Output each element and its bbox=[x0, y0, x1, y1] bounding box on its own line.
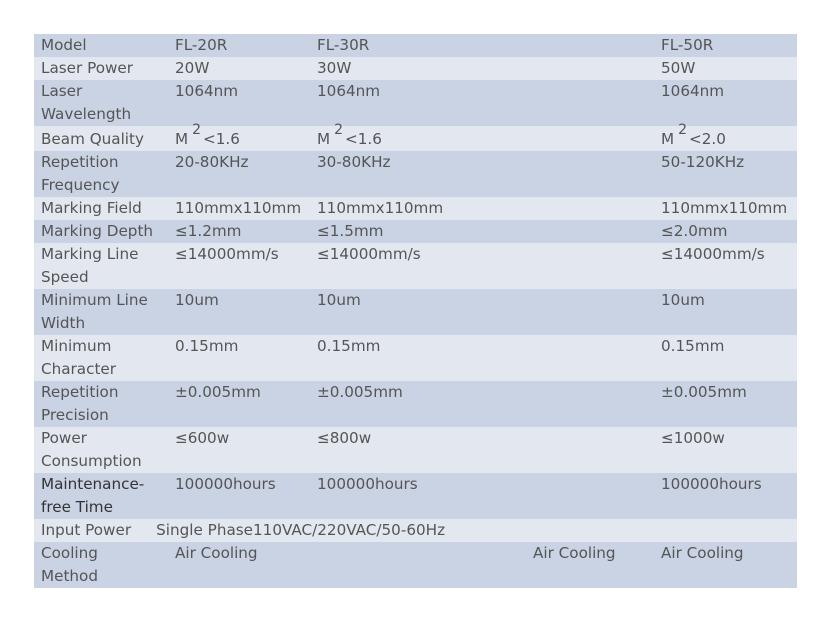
cell-extra bbox=[526, 427, 654, 473]
row-label-line1: Minimum Line bbox=[41, 291, 148, 309]
table-row-cooling-method bbox=[34, 542, 797, 588]
m-symbol: M bbox=[175, 130, 189, 148]
m-symbol: M bbox=[317, 130, 331, 148]
cell-fl20r: ≤1.2mm bbox=[175, 222, 242, 240]
row-label-line2: Width bbox=[41, 314, 86, 332]
cell-fl30r: 30W bbox=[317, 59, 352, 77]
cell-fl30r: 30-80KHz bbox=[317, 153, 391, 171]
cell-fl20r: 0.15mm bbox=[175, 337, 239, 355]
table-row-model bbox=[34, 34, 797, 57]
superscript-2: 2 bbox=[192, 122, 202, 138]
cell-extra: Air Cooling bbox=[533, 544, 616, 562]
row-label-line2: Speed bbox=[41, 268, 89, 286]
cell-fl50r: ≤1000w bbox=[661, 429, 725, 447]
cell-fl50r: 50-120KHz bbox=[661, 153, 745, 171]
row-label bbox=[34, 381, 168, 427]
cell-fl50r bbox=[654, 122, 797, 151]
cell-fl30r: 10um bbox=[317, 291, 361, 309]
row-label-line2: Character bbox=[41, 360, 116, 378]
cell-fl20r: FL-20R bbox=[175, 36, 228, 54]
cell-extra bbox=[526, 381, 654, 427]
cell-fl50r: 110mmx110mm bbox=[661, 199, 788, 217]
cell-fl30r: 100000hours bbox=[317, 475, 418, 493]
row-label-line2: Consumption bbox=[41, 452, 142, 470]
beam-value: <2.0 bbox=[689, 130, 726, 148]
cell-fl50r: ±0.005mm bbox=[661, 383, 747, 401]
cell-extra bbox=[526, 243, 654, 289]
cell-fl50r bbox=[674, 519, 797, 542]
table-row-marking-depth bbox=[34, 220, 797, 243]
row-label bbox=[34, 542, 168, 588]
row-label: Marking Depth bbox=[41, 222, 154, 240]
row-label bbox=[34, 151, 168, 197]
cell-extra bbox=[526, 57, 654, 80]
row-label-line2: Precision bbox=[41, 406, 109, 424]
cell-fl20r: 20W bbox=[175, 59, 210, 77]
row-label: Input Power bbox=[41, 521, 132, 539]
row-label: Laser Power bbox=[41, 59, 134, 77]
row-label bbox=[34, 289, 168, 335]
table-row-laser-wavelength bbox=[34, 80, 797, 126]
cell-fl50r: FL-50R bbox=[661, 36, 714, 54]
cell-fl50r: ≤14000mm/s bbox=[661, 245, 765, 263]
cell-fl20r: Air Cooling bbox=[175, 544, 258, 562]
table-row-marking-field bbox=[34, 197, 797, 220]
cell-fl30r bbox=[310, 542, 526, 588]
superscript-2: 2 bbox=[678, 122, 688, 138]
row-label-line1: Power bbox=[41, 429, 87, 447]
table-row-marking-line-speed bbox=[34, 243, 797, 289]
cell-extra bbox=[526, 34, 654, 57]
cell-extra bbox=[526, 335, 654, 381]
cell-fl30r: 1064nm bbox=[317, 82, 381, 100]
cell-fl30r: ±0.005mm bbox=[317, 383, 403, 401]
row-label-line1: Marking Line bbox=[41, 245, 139, 263]
row-label-line2: Frequency bbox=[41, 176, 120, 194]
cell-fl20r: 100000hours bbox=[175, 475, 276, 493]
cell-extra bbox=[526, 126, 654, 151]
table-row-maintenance-free-time bbox=[34, 473, 797, 519]
row-label: Beam Quality bbox=[41, 130, 144, 148]
table-row-repetition-frequency bbox=[34, 151, 797, 197]
cell-fl20r: ±0.005mm bbox=[175, 383, 261, 401]
cell-fl50r: 1064nm bbox=[661, 82, 725, 100]
cell-fl50r: ≤2.0mm bbox=[661, 222, 728, 240]
table-row-repetition-precision bbox=[34, 381, 797, 427]
table-row-minimum-character bbox=[34, 335, 797, 381]
row-label bbox=[34, 243, 168, 289]
cell-fl30r: FL-30R bbox=[317, 36, 370, 54]
cell-extra bbox=[526, 80, 654, 126]
cell-extra bbox=[526, 289, 654, 335]
row-label bbox=[34, 427, 168, 473]
table-row-power-consumption bbox=[34, 427, 797, 473]
row-label-line1: Repetition bbox=[41, 153, 119, 171]
row-label: Model bbox=[41, 36, 87, 54]
table-row-laser-power bbox=[34, 57, 797, 80]
spec-table bbox=[34, 34, 797, 588]
row-label-line1: Cooling bbox=[41, 544, 98, 562]
cell-fl20r: 110mmx110mm bbox=[175, 199, 302, 217]
cell-fl50r: 0.15mm bbox=[661, 337, 725, 355]
cell-fl50r: 10um bbox=[661, 291, 705, 309]
table-row-input-power bbox=[34, 519, 797, 542]
cell-fl50r: 50W bbox=[661, 59, 696, 77]
cell-fl50r: Air Cooling bbox=[661, 544, 744, 562]
row-label: Marking Field bbox=[41, 199, 142, 217]
cell-fl30r: ≤1.5mm bbox=[317, 222, 384, 240]
row-label-line1: Maintenance- bbox=[41, 475, 145, 493]
row-label bbox=[34, 473, 168, 519]
cell-fl20r bbox=[168, 122, 310, 151]
cell-extra bbox=[526, 473, 654, 519]
row-label-line2: Wavelength bbox=[41, 105, 132, 123]
row-label-line1: Laser bbox=[41, 82, 83, 100]
table-row-minimum-line-width bbox=[34, 289, 797, 335]
row-label-line2: free Time bbox=[41, 498, 113, 516]
beam-value: <1.6 bbox=[345, 130, 382, 148]
cell-fl20r: 1064nm bbox=[175, 82, 239, 100]
cell-fl30r: ≤800w bbox=[317, 429, 372, 447]
cell-fl30r: ≤14000mm/s bbox=[317, 245, 421, 263]
row-label bbox=[34, 335, 168, 381]
cell-extra bbox=[526, 197, 654, 220]
cell-fl50r: 100000hours bbox=[661, 475, 762, 493]
cell-fl30r: 0.15mm bbox=[317, 337, 381, 355]
cell-fl20r: 10um bbox=[175, 291, 219, 309]
row-label-line2: Method bbox=[41, 567, 98, 585]
cell-extra bbox=[526, 151, 654, 197]
cell-fl20r: 20-80KHz bbox=[175, 153, 249, 171]
cell-fl30r bbox=[310, 122, 526, 151]
row-label-line1: Repetition bbox=[41, 383, 119, 401]
table-row-beam-quality bbox=[34, 122, 797, 151]
superscript-2: 2 bbox=[334, 122, 344, 138]
beam-value: <1.6 bbox=[203, 130, 240, 148]
cell-fl20r: ≤14000mm/s bbox=[175, 245, 279, 263]
cell-fl20r: ≤600w bbox=[175, 429, 230, 447]
row-label-line1: Minimum bbox=[41, 337, 112, 355]
cell-extra bbox=[526, 220, 654, 243]
cell-input-power-all: Single Phase110VAC/220VAC/50-60Hz bbox=[156, 521, 446, 539]
row-label bbox=[34, 80, 168, 126]
m-symbol: M bbox=[661, 130, 675, 148]
cell-fl30r: 110mmx110mm bbox=[317, 199, 444, 217]
cell-extra bbox=[564, 519, 674, 542]
